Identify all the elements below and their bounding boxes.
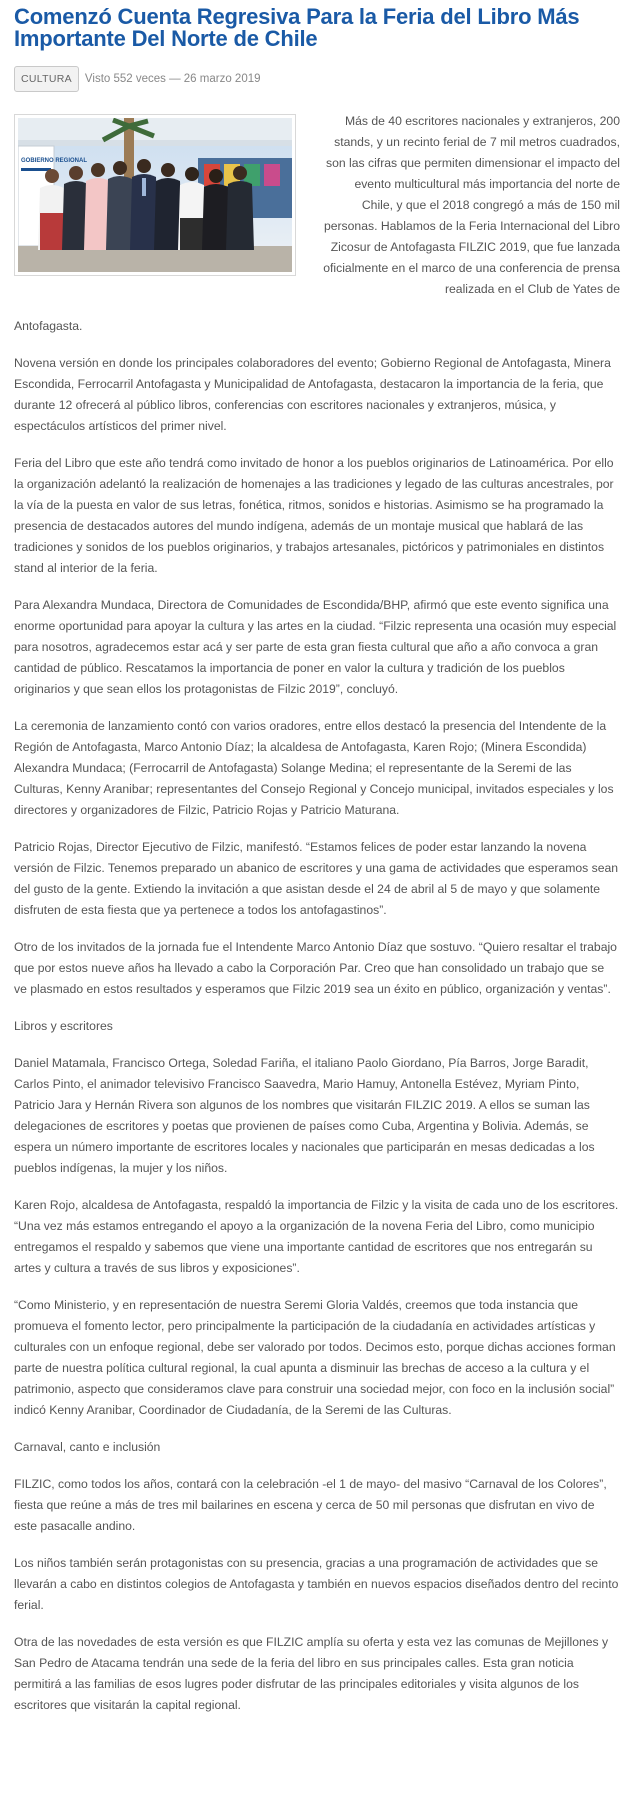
views-and-date: Visto 552 veces — 26 marzo 2019 bbox=[84, 73, 261, 85]
paragraph: Daniel Matamala, Francisco Ortega, Soledad Fariña, el italiano Paolo Giordano, Pía Barros, Jorge Baradit, Carlos Pinto, el animador televisivo Francisco Saavedra, Mario Hamuy, Antonella Estévez, Myriam Pinto, Patricio Jara y Hernán Rivera son algunos de los nombres que visitarán FILZIC 2019. A ellos se suman las delegaciones de escritores y poetas que provienen de países como Cuba, Argentina y Bolivia. Además, se espera un número importante de escritores locales y nacionales que participarán en mesas dedicadas a los pueblos indígenas, la mujer y los niños. bbox=[14, 1056, 595, 1175]
paragraph: “Como Ministerio, y en representación de nuestra Seremi Gloria Valdés, creemos que toda instancia que promueva el fomento lector, pero principalmente la participación de la ciudadanía en actividades artísticas y culturales con un enfoque regional, debe ser valorado por todos. Decimos esto, porque dichas acciones forman parte de nuestra política cultural regional, la cual apunta a disminuir las brechas de acceso a la cultura y el patrimonio, aspecto que consideramos clave para construir una sociedad mejor, con foco en la inclusión social” indicó Kenny Aranibar, Coordinador de Ciudadanía, de la Seremi de las Culturas. bbox=[14, 1298, 616, 1417]
subheading-libros: Libros y escritores bbox=[14, 1019, 113, 1033]
article-body bbox=[14, 111, 620, 1716]
intro-paragraph-end: Antofagasta. bbox=[14, 319, 83, 333]
paragraph: Para Alexandra Mundaca, Directora de Comunidades de Escondida/BHP, afirmó que este evento significa una enorme oportunidad para apoyar la cultura y las artes en la ciudad. “Filzic representa una ocasión muy especial para nosotros, agradecemos estar acá y ser parte de esta gran fiesta cultural que año a año convoca a gran cantidad de público. Rescatamos la importancia de poner en valor la cultura y tradición de los pueblos originarios y que sean ellos los protagonistas de Filzic 2019”, concluyó. bbox=[14, 598, 617, 696]
paragraph: Otra de las novedades de esta versión es que FILZIC amplía su oferta y esta vez las comunas de Mejillones y San Pedro de Atacama tendrán una sede de la feria del libro en sus principales calles. Esta gran noticia permitirá a las familias de esos lugres poder disfrutar de las principales editoriales y visita algunos de los escritores que visitarán la capital regional. bbox=[14, 1635, 609, 1712]
intro-paragraph: Más de 40 escritores nacionales y extranjeros, 200 stands, y un recinto ferial de 7 mil metros cuadrados, son las cifras que permiten dimensionar el impacto del evento multicultural más importancia del norte de Chile, y que el 2018 congregó a más de 150 mil personas. Hablamos de la Feria Internacional del Libro Zicosur de Antofagasta FILZIC 2019, que fue lanzada oficialmente en el marco de una conferencia de prensa realizada en el Club de Yates de bbox=[323, 114, 620, 296]
people-group bbox=[38, 159, 254, 250]
paragraph: Feria del Libro que este año tendrá como invitado de honor a los pueblos originarios de Latinoamérica. Por ello la organización adelantó la realización de homenajes a las tradiciones y legado de las culturas ancestrales, por la vía de la puesta en valor de sus letras, fonética, ritmos, sonidos e historias. Asimismo se ha programado la presencia de destacados autores del mundo indígena, además de un montaje musical que hablará de las tradiciones y sonidos de los pueblos originarios, y trabajos artesanales, pictóricos y patrimoniales en distintos stand al interior de la feria. bbox=[14, 456, 614, 575]
category-badge[interactable]: CULTURA bbox=[14, 66, 79, 92]
paragraph: FILZIC, como todos los años, contará con la celebración -el 1 de mayo- del masivo “Carnaval de los Colores”, fiesta que reúne a más de tres mil bailarines en escena y cerca de 50 mil personas que disfrutan en vivo de este pasacalle andino. bbox=[14, 1477, 607, 1533]
paragraph: Otro de los invitados de la jornada fue el Intendente Marco Antonio Díaz que sostuvo. “Quiero resaltar el trabajo que por estos nueve años ha llevado a cabo la Corporación Par. Creo que han consolidado un trabajo que se ve plasmado en estos resultados y esperamos que Filzic 2019 sea un éxito en público, organización y ventas”. bbox=[14, 940, 617, 996]
subheading-carnaval: Carnaval, canto e inclusión bbox=[14, 1440, 161, 1454]
paragraph: Karen Rojo, alcaldesa de Antofagasta, respaldó la importancia de Filzic y la visita de cada uno de los escritores. “Una vez más estamos entregando el apoyo a la organización de la novena Feria del Libro, como municipio entregamos el respaldo y sabemos que viene una importante cantidad de escritores que nos entregarán su artes y cultura a través de sus libros y exposiciones”. bbox=[14, 1198, 619, 1275]
article-title: Comenzó Cuenta Regresiva Para la Feria del Libro Más Importante Del Norte de Chile bbox=[14, 4, 580, 51]
article-photo bbox=[14, 114, 296, 276]
photo-banner-text: GOBIERNO REGIONAL bbox=[21, 158, 88, 164]
paragraph: Patricio Rojas, Director Ejecutivo de Filzic, manifestó. “Estamos felices de poder estar lanzando la novena versión de Filzic. Tenemos preparado un abanico de escritores y una gama de actividades que esperamos sean del gusto de la gente. Extiendo la invitación a que asistan desde el 24 de abril al 5 de mayo y que solamente disfruten de esta fiesta que ya pertenece a todos los antofagastinos”. bbox=[14, 840, 619, 917]
paragraph: Los niños también serán protagonistas con su presencia, gracias a una programación de actividades que se llevarán a cabo en distintos colegios de Antofagasta y también en nuevos espacios diseñados dentro del recinto ferial. bbox=[14, 1556, 619, 1612]
paragraph: Novena versión en donde los principales colaboradores del evento; Gobierno Regional de Antofagasta, Minera Escondida, Ferrocarril Antofagasta y Municipalidad de Antofagasta, destacaron la importancia de la feria, que durante 12 ofrecerá al público libros, conferencias con escritores nacionales y extranjeros, música, y espectáculos artísticos del primer nivel. bbox=[14, 356, 611, 433]
article-meta bbox=[14, 66, 620, 92]
press-conference-photo bbox=[18, 118, 292, 272]
paragraph: La ceremonia de lanzamiento contó con varios oradores, entre ellos destacó la presencia del Intendente de la Región de Antofagasta, Marco Antonio Díaz; la alcaldesa de Antofagasta, Karen Rojo; (Minera Escondida) Alexandra Mundaca; (Ferrocarril de Antofagasta) Solange Medina; el representante de la Seremi de las Culturas, Kenny Aranibar; representantes del Consejo Regional y Concejo municipal, invitados especiales y los directores y organizadores de Filzic, Patricio Rojas y Patricio Maturana. bbox=[14, 719, 614, 817]
